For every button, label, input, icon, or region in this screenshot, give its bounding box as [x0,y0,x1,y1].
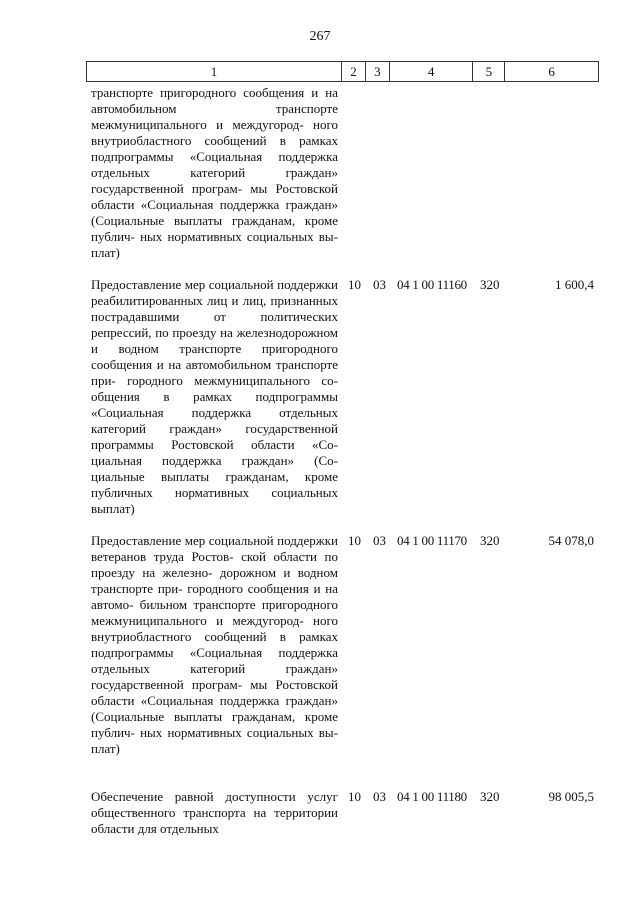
row-expense-type: 320 [480,277,500,292]
row-description: Предоставление мер социальной поддержки ветеранов труда Ростов- ской области по проезду на железно- дорожном и водном транспорте при- городного сообщения и на автомо- бильном транспорте пригородного межмуниципального и междугород- ного внутриобластного сообщений в рамках подпрограммы «Социальная поддержка отдельных категорий граждан» государственной програм- мы Ростовской области «Социальная поддержка граждан» (Социальные выплаты гражданам, кроме публич- ных нормативных социальных вы- плат) [91,533,338,756]
row-section-code: 10 [348,533,361,548]
row-amount: 54 078,0 [548,533,594,548]
row-amount: 1 600,4 [555,277,594,292]
column-header-1: 1 [87,62,342,81]
row-target-code: 04 1 00 11160 [397,277,467,292]
row-target-code: 04 1 00 11170 [397,533,467,548]
page-number: 267 [309,29,331,44]
row-subsection-code: 03 [373,789,386,804]
column-header-5: 5 [473,62,505,81]
row-description: Предоставление мер социальной поддержки реабилитированных лиц и лиц, признанных пострадавшими от политических репрессий, по проезду на железнодорожном и водном транспорте пригородного сообщения и на автомобильном транспорте при- городного межмуниципального со- общения в рамках подпрограммы «Социальная поддержка отдельных категорий граждан» государственной программы Ростовской области «Со- циальная поддержка граждан» (Со- циальные выплаты гражданам, кроме публичных нормативных социальных выплат) [91,277,338,516]
row-subsection-code: 03 [373,277,386,292]
row-section-code: 10 [348,789,361,804]
row-subsection-code: 03 [373,533,386,548]
row-section-code: 10 [348,277,361,292]
row-description: транспорте пригородного сообщения и на автомобильном транспорте межмуниципального и междугород- ного внутриобластного сообщений в рамках подпрограммы «Социальная поддержка отдельных категорий граждан» государственной програм- мы Ростовской области «Социальная поддержка граждан» (Социальные выплаты гражданам, кроме публич- ных нормативных социальных вы- плат) [91,85,338,260]
row-expense-type: 320 [480,533,500,548]
row-target-code: 04 1 00 11180 [397,789,467,804]
row-expense-type: 320 [480,789,500,804]
column-header-3: 3 [366,62,390,81]
table-header-row [86,61,599,82]
row-amount: 98 005,5 [548,789,594,804]
row-description: Обеспечение равной доступности услуг общественного транспорта на территории области для отдельных [91,789,338,836]
column-header-2: 2 [342,62,366,81]
column-header-4: 4 [390,62,474,81]
column-header-6: 6 [548,64,555,79]
